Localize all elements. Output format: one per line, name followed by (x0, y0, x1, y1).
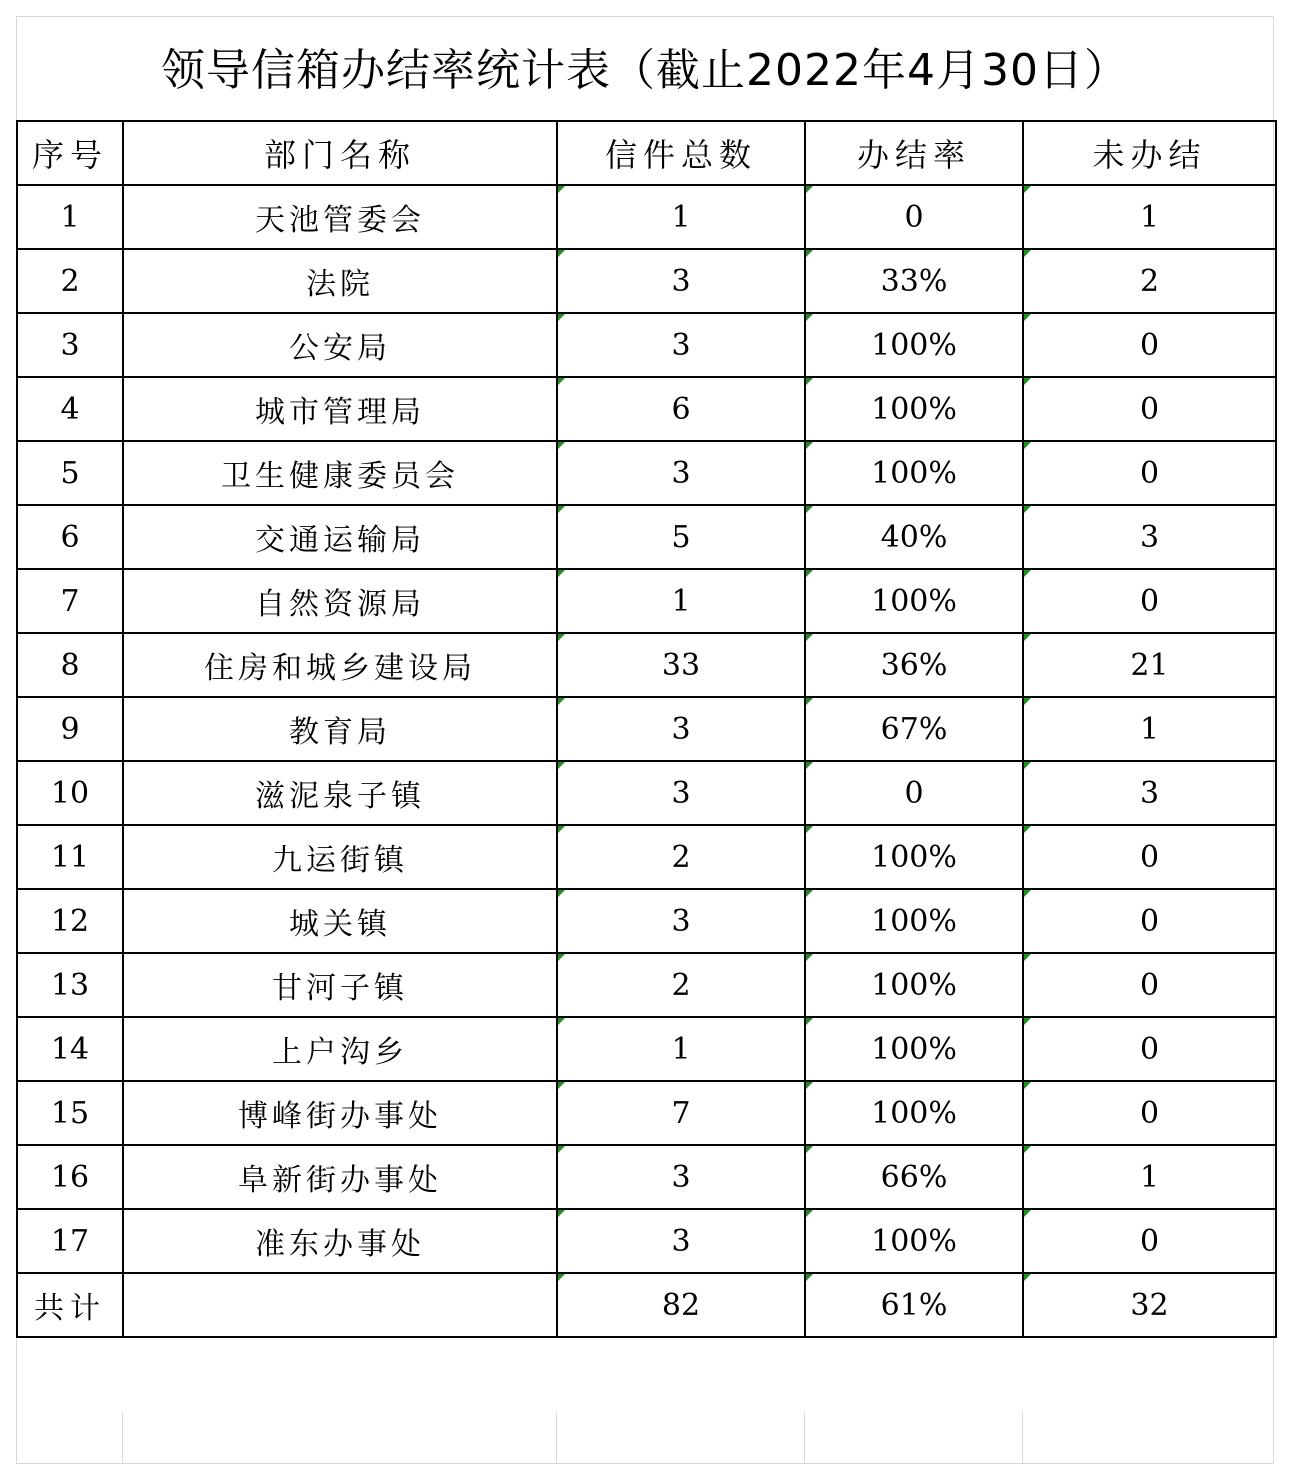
row-rate: 36% (805, 633, 1023, 697)
statistics-table (16, 120, 1277, 1338)
row-rate: 67% (805, 697, 1023, 761)
table-row (17, 441, 1276, 505)
row-rate: 100% (805, 377, 1023, 441)
row-total: 2 (557, 953, 805, 1017)
row-dept: 城市管理局 (123, 377, 557, 441)
row-pending: 2 (1023, 249, 1276, 313)
row-pending: 3 (1023, 761, 1276, 825)
row-no: 8 (17, 633, 123, 697)
row-dept: 天池管委会 (123, 185, 557, 249)
row-rate: 0 (805, 185, 1023, 249)
row-no: 16 (17, 1145, 123, 1209)
row-total: 3 (557, 1209, 805, 1273)
table-row (17, 953, 1276, 1017)
table-row (17, 505, 1276, 569)
row-no: 12 (17, 889, 123, 953)
summary-total: 82 (557, 1273, 805, 1337)
row-total: 7 (557, 1081, 805, 1145)
row-rate: 100% (805, 889, 1023, 953)
row-pending: 0 (1023, 569, 1276, 633)
header-dept: 部门名称 (123, 121, 557, 185)
row-dept: 准东办事处 (123, 1209, 557, 1273)
table-row (17, 1081, 1276, 1145)
row-total: 3 (557, 313, 805, 377)
row-dept: 甘河子镇 (123, 953, 557, 1017)
row-rate: 100% (805, 1017, 1023, 1081)
row-total: 3 (557, 441, 805, 505)
row-no: 7 (17, 569, 123, 633)
row-no: 15 (17, 1081, 123, 1145)
summary-rate: 61% (805, 1273, 1023, 1337)
table-row (17, 185, 1276, 249)
row-total: 3 (557, 249, 805, 313)
row-no: 17 (17, 1209, 123, 1273)
row-pending: 0 (1023, 441, 1276, 505)
row-no: 5 (17, 441, 123, 505)
row-rate: 100% (805, 569, 1023, 633)
row-no: 2 (17, 249, 123, 313)
row-no: 11 (17, 825, 123, 889)
table-row (17, 313, 1276, 377)
row-pending: 0 (1023, 1017, 1276, 1081)
row-no: 13 (17, 953, 123, 1017)
row-total: 5 (557, 505, 805, 569)
summary-pending: 32 (1023, 1273, 1276, 1337)
row-dept: 上户沟乡 (123, 1017, 557, 1081)
row-rate: 100% (805, 1209, 1023, 1273)
row-pending: 1 (1023, 185, 1276, 249)
row-pending: 3 (1023, 505, 1276, 569)
row-pending: 1 (1023, 697, 1276, 761)
row-pending: 0 (1023, 953, 1276, 1017)
row-no: 14 (17, 1017, 123, 1081)
row-dept: 博峰街办事处 (123, 1081, 557, 1145)
table-row (17, 1017, 1276, 1081)
table-row (17, 569, 1276, 633)
table-row (17, 377, 1276, 441)
row-rate: 100% (805, 441, 1023, 505)
row-rate: 33% (805, 249, 1023, 313)
table-row (17, 825, 1276, 889)
header-rate: 办结率 (805, 121, 1023, 185)
row-dept: 卫生健康委员会 (123, 441, 557, 505)
header-total: 信件总数 (557, 121, 805, 185)
row-dept: 公安局 (123, 313, 557, 377)
table-row (17, 633, 1276, 697)
table-row (17, 761, 1276, 825)
row-pending: 0 (1023, 377, 1276, 441)
row-total: 3 (557, 889, 805, 953)
row-pending: 0 (1023, 889, 1276, 953)
row-rate: 66% (805, 1145, 1023, 1209)
row-pending: 1 (1023, 1145, 1276, 1209)
empty-sheet-row (16, 1412, 1275, 1464)
row-no: 4 (17, 377, 123, 441)
row-no: 9 (17, 697, 123, 761)
table-row (17, 1209, 1276, 1273)
row-pending: 0 (1023, 825, 1276, 889)
summary-label: 共计 (17, 1273, 123, 1337)
row-pending: 0 (1023, 1081, 1276, 1145)
table-row (17, 249, 1276, 313)
row-dept: 九运街镇 (123, 825, 557, 889)
row-no: 3 (17, 313, 123, 377)
header-pending: 未办结 (1023, 121, 1276, 185)
header-no: 序号 (17, 121, 123, 185)
row-total: 1 (557, 185, 805, 249)
row-rate: 100% (805, 313, 1023, 377)
row-no: 1 (17, 185, 123, 249)
row-total: 1 (557, 1017, 805, 1081)
row-no: 10 (17, 761, 123, 825)
row-rate: 100% (805, 953, 1023, 1017)
row-dept: 法院 (123, 249, 557, 313)
row-rate: 100% (805, 825, 1023, 889)
row-pending: 0 (1023, 313, 1276, 377)
row-total: 3 (557, 1145, 805, 1209)
table-body (17, 185, 1276, 1273)
header-row (17, 121, 1276, 185)
row-pending: 0 (1023, 1209, 1276, 1273)
row-dept: 交通运输局 (123, 505, 557, 569)
row-rate: 100% (805, 1081, 1023, 1145)
row-dept: 教育局 (123, 697, 557, 761)
row-total: 2 (557, 825, 805, 889)
table-row (17, 697, 1276, 761)
row-rate: 0 (805, 761, 1023, 825)
row-total: 33 (557, 633, 805, 697)
row-total: 1 (557, 569, 805, 633)
row-dept: 自然资源局 (123, 569, 557, 633)
row-total: 3 (557, 761, 805, 825)
row-total: 6 (557, 377, 805, 441)
row-pending: 21 (1023, 633, 1276, 697)
row-rate: 40% (805, 505, 1023, 569)
page-title: 领导信箱办结率统计表（截止2022年4月30日） (161, 45, 1129, 96)
table-row (17, 889, 1276, 953)
table-row (17, 1145, 1276, 1209)
row-dept: 滋泥泉子镇 (123, 761, 557, 825)
summary-dept (123, 1273, 557, 1337)
row-no: 6 (17, 505, 123, 569)
row-total: 3 (557, 697, 805, 761)
summary-row (17, 1273, 1276, 1337)
row-dept: 住房和城乡建设局 (123, 633, 557, 697)
row-dept: 城关镇 (123, 889, 557, 953)
row-dept: 阜新街办事处 (123, 1145, 557, 1209)
